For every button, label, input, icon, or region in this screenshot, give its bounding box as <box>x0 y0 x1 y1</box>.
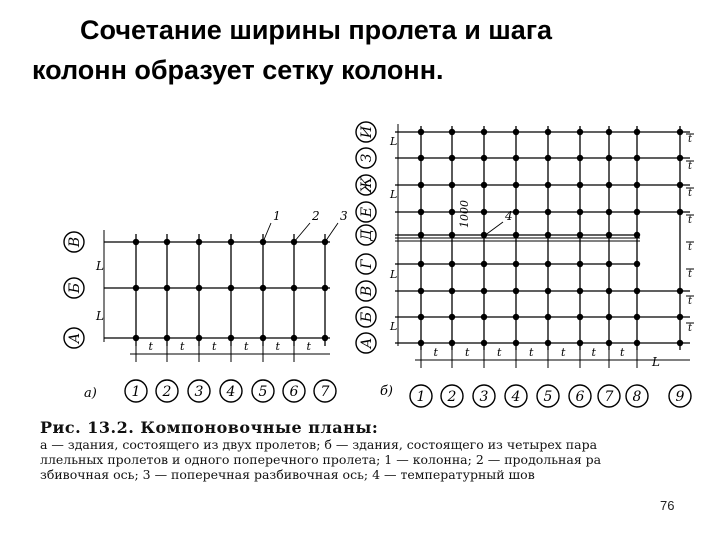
layout-plans-figure <box>0 110 720 415</box>
plan-b-right-step-label: t <box>688 269 693 280</box>
plan-a-row-axis-3 <box>64 328 84 348</box>
plan-b-span-label: L <box>390 268 398 281</box>
plan-a-column-axis-7-label: 7 <box>320 384 330 400</box>
column-marker <box>634 288 640 294</box>
plan-b-span-label: L <box>390 188 398 201</box>
plan-a-column-axis-5 <box>252 380 274 402</box>
column-marker <box>418 182 424 188</box>
column-marker <box>291 285 297 291</box>
column-marker <box>418 288 424 294</box>
plan-b-row-axis-2 <box>356 148 376 168</box>
plan-a-column-axis-4 <box>220 380 242 402</box>
plan-a-step-label: t <box>275 340 280 353</box>
column-marker <box>677 182 683 188</box>
column-marker <box>481 129 487 135</box>
column-marker <box>677 209 683 215</box>
column-marker <box>449 340 455 346</box>
plan-b-right-step-label: t <box>688 323 693 334</box>
column-marker <box>634 129 640 135</box>
column-marker <box>164 335 170 341</box>
column-marker <box>228 285 234 291</box>
column-marker <box>481 155 487 161</box>
plan-b-column-axis-1-label: 1 <box>416 389 426 405</box>
plan-b-row-axis-9-label: А <box>359 337 375 349</box>
plan-b-column-axis-2 <box>441 385 463 407</box>
plan-b-row-axis-8-label: Б <box>359 311 375 323</box>
column-marker <box>634 340 640 346</box>
column-marker <box>606 129 612 135</box>
plan-b-callout-leader <box>484 222 503 236</box>
column-marker <box>577 182 583 188</box>
column-marker <box>513 288 519 294</box>
column-marker <box>196 335 202 341</box>
column-marker <box>634 209 640 215</box>
plan-b-row-axis-9 <box>356 333 376 353</box>
column-marker <box>606 182 612 188</box>
plan-a-column-axis-7 <box>314 380 336 402</box>
column-marker <box>418 129 424 135</box>
plan-a-column-axis-5-label: 5 <box>258 384 268 400</box>
plan-a-callout-leader <box>263 223 271 242</box>
plan-b-right-step-label: t <box>688 242 693 253</box>
plan-b-column-axis-7 <box>598 385 620 407</box>
plan-b-row-axis-5-label: Д <box>359 229 375 241</box>
plan-b-step-label: t <box>591 346 596 359</box>
plan-b-row-axis-1 <box>356 122 376 142</box>
plan-a <box>64 209 348 402</box>
plan-b-row-axis-7-label: В <box>359 285 375 297</box>
plan-b-panel-label: б) <box>380 384 394 399</box>
plan-b-column-axis-6-label: 6 <box>575 389 585 405</box>
column-marker <box>449 314 455 320</box>
plan-b-span-label: L <box>390 135 398 148</box>
column-marker <box>164 285 170 291</box>
plan-b-column-axis-2-label: 2 <box>447 389 457 405</box>
plan-a-step-label: t <box>244 340 249 353</box>
column-marker <box>481 340 487 346</box>
plan-a-column-axis-3 <box>188 380 210 402</box>
column-marker <box>322 335 328 341</box>
column-marker <box>481 288 487 294</box>
plan-a-column-axis-2-label: 2 <box>162 384 172 400</box>
plan-a-panel-label: а) <box>84 386 97 401</box>
plan-b-row-axis-6 <box>356 254 376 274</box>
column-marker <box>577 288 583 294</box>
column-marker <box>228 335 234 341</box>
column-marker <box>545 182 551 188</box>
column-marker <box>418 155 424 161</box>
plan-a-column-axis-4-label: 4 <box>226 384 236 400</box>
column-marker <box>677 155 683 161</box>
column-marker <box>545 129 551 135</box>
plan-b-row-axis-3 <box>356 175 376 195</box>
plan-b-row-axis-1-label: И <box>359 125 375 139</box>
column-marker <box>677 288 683 294</box>
plan-a-span-label: L <box>96 259 104 273</box>
plan-b-step-label: t <box>497 346 502 359</box>
page-number: 76 <box>660 498 675 513</box>
plan-b-row-axis-4-label: Е <box>359 206 375 218</box>
column-marker <box>481 314 487 320</box>
column-marker <box>677 314 683 320</box>
column-marker <box>677 129 683 135</box>
column-marker <box>513 340 519 346</box>
column-marker <box>291 335 297 341</box>
column-marker <box>418 314 424 320</box>
column-marker <box>606 340 612 346</box>
column-marker <box>545 155 551 161</box>
column-marker <box>606 314 612 320</box>
column-marker <box>260 285 266 291</box>
column-marker <box>545 261 551 267</box>
plan-a-callout-3: 3 <box>340 209 348 223</box>
column-marker <box>545 232 551 238</box>
column-marker <box>545 314 551 320</box>
heading-line-2-text: колонн образует <box>32 55 263 85</box>
plan-b-step-label: t <box>561 346 566 359</box>
plan-a-column-axis-6-label: 6 <box>289 384 299 400</box>
plan-b-right-step-label: t <box>688 134 693 145</box>
plan-b-column-axis-4-label: 4 <box>511 389 521 405</box>
plan-b-row-axis-2-label: З <box>359 153 375 163</box>
plan-b-column-axis-5-label: 5 <box>543 389 553 405</box>
column-marker <box>133 335 139 341</box>
column-marker <box>606 209 612 215</box>
plan-a-step-label: t <box>212 340 217 353</box>
column-marker <box>634 261 640 267</box>
column-marker <box>677 340 683 346</box>
caption-line-3: збивочная ось; 3 — поперечная разбивочная ось; 4 — температурный шов <box>40 467 535 482</box>
column-marker <box>577 232 583 238</box>
plan-b-column-axis-9-label: 9 <box>675 389 685 405</box>
plan-b <box>356 122 694 407</box>
column-marker <box>606 288 612 294</box>
column-marker <box>634 232 640 238</box>
column-marker <box>449 155 455 161</box>
plan-a-row-axis-2-label: Б <box>67 282 83 294</box>
column-marker <box>418 232 424 238</box>
column-marker <box>606 155 612 161</box>
column-marker <box>513 314 519 320</box>
column-marker <box>481 209 487 215</box>
column-marker <box>513 155 519 161</box>
column-marker <box>449 129 455 135</box>
plan-b-right-step-label: t <box>688 296 693 307</box>
plan-a-callout-leader <box>294 223 310 242</box>
plan-b-row-axis-3-label: Ж <box>359 177 375 193</box>
column-marker <box>164 239 170 245</box>
plan-b-dimension-text: 1000 <box>458 200 471 228</box>
column-marker <box>418 261 424 267</box>
plan-a-row-axis-1-label: В <box>67 236 83 248</box>
plan-b-right-step-label: t <box>688 215 693 226</box>
plan-a-row-axis-3-label: А <box>67 332 83 344</box>
plan-b-column-axis-5 <box>537 385 559 407</box>
column-marker <box>577 261 583 267</box>
plan-b-row-axis-7 <box>356 281 376 301</box>
column-marker <box>228 239 234 245</box>
plan-b-column-axis-1 <box>410 385 432 407</box>
plan-a-column-axis-2 <box>156 380 178 402</box>
plan-b-column-axis-9 <box>669 385 691 407</box>
plan-b-row-axis-6-label: Г <box>359 259 375 269</box>
plan-b-bottom-span-label: L <box>652 355 660 369</box>
column-marker <box>634 314 640 320</box>
plan-b-span-label: L <box>390 320 398 333</box>
column-marker <box>260 335 266 341</box>
plan-b-column-axis-6 <box>569 385 591 407</box>
column-marker <box>513 232 519 238</box>
column-marker <box>513 209 519 215</box>
column-marker <box>449 209 455 215</box>
column-marker <box>577 340 583 346</box>
plan-a-callout-1: 1 <box>273 209 281 223</box>
plan-b-column-axis-4 <box>505 385 527 407</box>
column-marker <box>449 182 455 188</box>
plan-a-column-axis-6 <box>283 380 305 402</box>
column-marker <box>545 288 551 294</box>
column-marker <box>606 232 612 238</box>
plan-a-step-label: t <box>148 340 153 353</box>
plan-b-step-label: t <box>433 346 438 359</box>
figure-caption <box>40 418 720 482</box>
caption-line-2: ллельных пролетов и одного поперечного пролета; 1 — колонна; 2 — продольная ра <box>40 452 602 467</box>
plan-b-column-axis-3-label: 3 <box>479 389 489 405</box>
plan-b-column-axis-8 <box>626 385 648 407</box>
plan-a-callout-2: 2 <box>312 209 320 223</box>
column-marker <box>577 155 583 161</box>
column-marker <box>449 232 455 238</box>
heading-period: . <box>436 55 444 85</box>
column-marker <box>481 182 487 188</box>
column-marker <box>634 155 640 161</box>
plan-b-row-axis-5 <box>356 225 376 245</box>
plan-b-right-step-label: t <box>688 161 693 172</box>
plan-b-step-label: t <box>529 346 534 359</box>
column-marker <box>634 182 640 188</box>
column-marker <box>513 261 519 267</box>
caption-line-1: а — здания, состоящего из двух пролетов; б — здания, состоящего из четырех пара <box>40 437 598 452</box>
column-marker <box>449 288 455 294</box>
column-marker <box>545 340 551 346</box>
caption-title: Рис. 13.2. Компоновочные планы: <box>40 418 379 437</box>
column-marker <box>545 209 551 215</box>
column-marker <box>196 285 202 291</box>
plan-b-right-step-label: t <box>688 188 693 199</box>
heading-line-2 <box>32 50 692 90</box>
plan-b-row-axis-8 <box>356 307 376 327</box>
plan-b-step-label: t <box>620 346 625 359</box>
plan-a-column-axis-3-label: 3 <box>194 384 204 400</box>
column-marker <box>196 239 202 245</box>
plan-a-column-axis-1-label: 1 <box>131 384 141 400</box>
plan-a-callout-leader <box>325 223 338 242</box>
column-marker <box>481 261 487 267</box>
column-marker <box>418 209 424 215</box>
plan-a-span-label: L <box>96 309 104 323</box>
plan-b-callout-4: 4 <box>505 209 513 223</box>
plan-a-row-axis-1 <box>64 232 84 252</box>
slide-heading <box>32 10 692 90</box>
plan-a-row-axis-2 <box>64 278 84 298</box>
plan-a-column-axis-1 <box>125 380 147 402</box>
column-marker <box>322 285 328 291</box>
plan-b-column-axis-7-label: 7 <box>604 389 614 405</box>
column-marker <box>481 232 487 238</box>
plan-a-step-label: t <box>180 340 185 353</box>
column-marker <box>133 285 139 291</box>
plan-b-column-axis-3 <box>473 385 495 407</box>
column-marker <box>577 129 583 135</box>
heading-line-1: Сочетание ширины пролета и шага <box>80 15 553 45</box>
column-marker <box>577 209 583 215</box>
column-marker <box>133 239 139 245</box>
plan-b-column-axis-8-label: 8 <box>632 389 642 405</box>
column-marker <box>513 182 519 188</box>
column-marker <box>606 261 612 267</box>
column-marker <box>449 261 455 267</box>
column-marker <box>513 129 519 135</box>
plan-b-step-label: t <box>465 346 470 359</box>
plan-b-row-axis-4 <box>356 202 376 222</box>
heading-emphasis: сетку колонн <box>262 55 436 85</box>
plan-a-step-label: t <box>306 340 311 353</box>
column-marker <box>577 314 583 320</box>
column-marker <box>418 340 424 346</box>
